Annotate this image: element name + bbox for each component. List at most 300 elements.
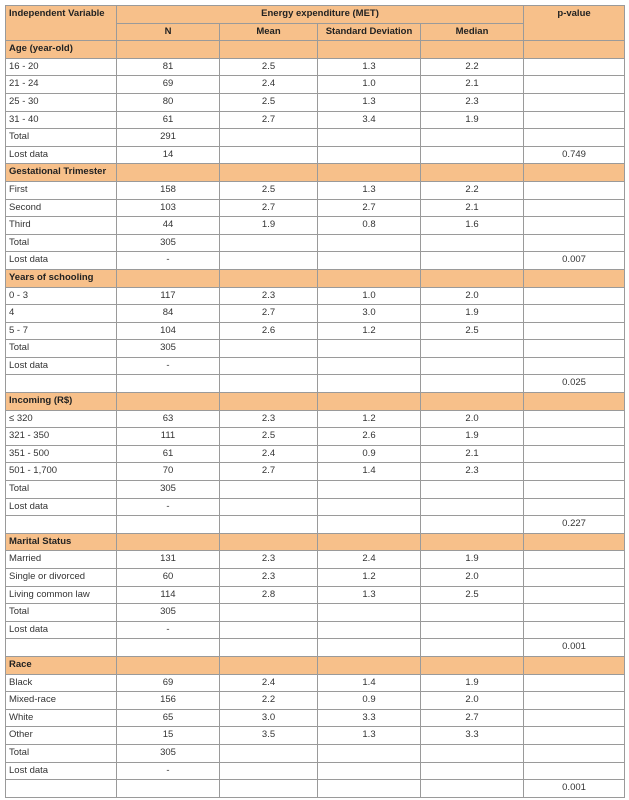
row-label: 5 - 7 (6, 322, 117, 340)
row-label: 501 - 1,700 (6, 463, 117, 481)
cell-p-value (524, 428, 625, 446)
cell-median: 2.2 (421, 181, 524, 199)
cell-median (421, 516, 524, 534)
cell-standard-deviation (318, 129, 421, 147)
cell-median: 2.0 (421, 692, 524, 710)
cell-mean: 3.5 (220, 727, 318, 745)
row-label: Total (6, 234, 117, 252)
cell-standard-deviation: 1.0 (318, 76, 421, 94)
cell-median (421, 234, 524, 252)
cell-median (421, 252, 524, 270)
cell-p-value (524, 744, 625, 762)
cell-standard-deviation (318, 516, 421, 534)
cell-p-value: 0.007 (524, 252, 625, 270)
row-label: Total (6, 744, 117, 762)
cell-mean (220, 744, 318, 762)
table-row (6, 639, 625, 657)
table-row (6, 93, 625, 111)
table-row (6, 780, 625, 798)
section-header-cell (318, 656, 421, 674)
header-standard-deviation: Standard Deviation (318, 23, 421, 41)
cell-p-value (524, 481, 625, 499)
cell-p-value (524, 357, 625, 375)
cell-standard-deviation: 1.2 (318, 322, 421, 340)
header-mean: Mean (220, 23, 318, 41)
table-row (6, 322, 625, 340)
cell-n: - (117, 357, 220, 375)
row-label (6, 780, 117, 798)
cell-mean: 2.3 (220, 551, 318, 569)
table-row (6, 621, 625, 639)
cell-median (421, 639, 524, 657)
cell-mean: 2.7 (220, 199, 318, 217)
cell-median: 1.9 (421, 428, 524, 446)
cell-mean: 2.4 (220, 445, 318, 463)
section-header-cell (117, 269, 220, 287)
cell-mean: 2.7 (220, 111, 318, 129)
cell-n: 70 (117, 463, 220, 481)
cell-median (421, 375, 524, 393)
cell-mean (220, 516, 318, 534)
cell-n (117, 639, 220, 657)
cell-mean: 2.5 (220, 93, 318, 111)
cell-n: 305 (117, 604, 220, 622)
table-row (6, 445, 625, 463)
cell-standard-deviation (318, 375, 421, 393)
cell-median: 2.2 (421, 58, 524, 76)
section-header-cell (421, 393, 524, 411)
cell-p-value (524, 586, 625, 604)
cell-median: 2.0 (421, 410, 524, 428)
cell-median (421, 762, 524, 780)
cell-n: 103 (117, 199, 220, 217)
cell-p-value (524, 93, 625, 111)
cell-mean: 2.4 (220, 674, 318, 692)
cell-median (421, 744, 524, 762)
cell-p-value (524, 322, 625, 340)
row-label: White (6, 709, 117, 727)
row-label: 321 - 350 (6, 428, 117, 446)
row-label: Living common law (6, 586, 117, 604)
cell-mean: 2.3 (220, 287, 318, 305)
cell-standard-deviation (318, 146, 421, 164)
cell-p-value (524, 199, 625, 217)
cell-median: 2.3 (421, 463, 524, 481)
table-row (6, 463, 625, 481)
cell-mean: 2.5 (220, 58, 318, 76)
table-row (6, 146, 625, 164)
cell-median: 1.6 (421, 217, 524, 235)
cell-n: 305 (117, 744, 220, 762)
row-label: Mixed-race (6, 692, 117, 710)
row-label: 0 - 3 (6, 287, 117, 305)
table-row (6, 217, 625, 235)
section-title: Years of schooling (6, 269, 117, 287)
cell-mean (220, 604, 318, 622)
cell-median: 2.0 (421, 569, 524, 587)
cell-standard-deviation: 1.2 (318, 410, 421, 428)
cell-n: 156 (117, 692, 220, 710)
table-body (6, 41, 625, 798)
cell-standard-deviation: 3.3 (318, 709, 421, 727)
table-row (6, 727, 625, 745)
cell-median: 2.7 (421, 709, 524, 727)
cell-p-value (524, 498, 625, 516)
cell-median: 1.9 (421, 111, 524, 129)
row-label: Black (6, 674, 117, 692)
section-title: Age (year-old) (6, 41, 117, 59)
section-title: Race (6, 656, 117, 674)
row-label: Lost data (6, 146, 117, 164)
cell-median (421, 357, 524, 375)
cell-p-value (524, 305, 625, 323)
cell-p-value (524, 569, 625, 587)
cell-median (421, 129, 524, 147)
cell-median (421, 340, 524, 358)
cell-mean: 2.5 (220, 181, 318, 199)
table-row (6, 129, 625, 147)
section-title: Incoming (R$) (6, 393, 117, 411)
cell-mean (220, 375, 318, 393)
section-header-cell (117, 393, 220, 411)
cell-median: 1.9 (421, 551, 524, 569)
cell-standard-deviation (318, 498, 421, 516)
table-row (6, 375, 625, 393)
table-row (6, 428, 625, 446)
row-label: Total (6, 604, 117, 622)
cell-median (421, 621, 524, 639)
cell-p-value: 0.001 (524, 780, 625, 798)
section-header-cell (421, 269, 524, 287)
cell-median (421, 481, 524, 499)
header-energy-expenditure: Energy expenditure (MET) (117, 6, 524, 24)
table-row (6, 516, 625, 534)
cell-p-value (524, 410, 625, 428)
cell-standard-deviation (318, 621, 421, 639)
cell-median: 2.5 (421, 322, 524, 340)
section-header-cell (318, 393, 421, 411)
cell-p-value (524, 181, 625, 199)
row-label: Total (6, 481, 117, 499)
section-header-cell (421, 656, 524, 674)
cell-mean (220, 357, 318, 375)
section-header-row (6, 533, 625, 551)
row-label: Lost data (6, 357, 117, 375)
cell-mean (220, 481, 318, 499)
table-row (6, 586, 625, 604)
row-label: Third (6, 217, 117, 235)
section-header-cell (220, 41, 318, 59)
cell-n: - (117, 498, 220, 516)
cell-standard-deviation (318, 234, 421, 252)
cell-standard-deviation: 1.3 (318, 58, 421, 76)
cell-n: 158 (117, 181, 220, 199)
table-row (6, 410, 625, 428)
row-label: Lost data (6, 621, 117, 639)
cell-p-value: 0.227 (524, 516, 625, 534)
table-row (6, 498, 625, 516)
cell-mean (220, 252, 318, 270)
section-header-cell (220, 164, 318, 182)
cell-median: 2.1 (421, 76, 524, 94)
row-label: 4 (6, 305, 117, 323)
section-header-row (6, 393, 625, 411)
section-header-cell (220, 533, 318, 551)
cell-standard-deviation (318, 780, 421, 798)
cell-p-value (524, 551, 625, 569)
table-container (5, 5, 624, 798)
section-header-cell (117, 41, 220, 59)
cell-standard-deviation: 3.4 (318, 111, 421, 129)
row-label: 31 - 40 (6, 111, 117, 129)
cell-median (421, 498, 524, 516)
cell-standard-deviation: 1.4 (318, 463, 421, 481)
section-header-row (6, 41, 625, 59)
cell-standard-deviation (318, 639, 421, 657)
row-label (6, 516, 117, 534)
cell-n: 114 (117, 586, 220, 604)
cell-standard-deviation: 3.0 (318, 305, 421, 323)
cell-standard-deviation (318, 762, 421, 780)
section-header-cell (524, 41, 625, 59)
cell-p-value (524, 234, 625, 252)
table-row (6, 674, 625, 692)
cell-p-value: 0.001 (524, 639, 625, 657)
cell-standard-deviation: 1.3 (318, 727, 421, 745)
section-header-cell (318, 533, 421, 551)
section-header-cell (318, 164, 421, 182)
cell-p-value (524, 340, 625, 358)
cell-n: 60 (117, 569, 220, 587)
cell-n: 63 (117, 410, 220, 428)
energy-expenditure-table (5, 5, 625, 798)
cell-n: 84 (117, 305, 220, 323)
cell-mean (220, 340, 318, 358)
row-label: ≤ 320 (6, 410, 117, 428)
cell-standard-deviation (318, 252, 421, 270)
cell-mean: 2.5 (220, 428, 318, 446)
cell-n: 61 (117, 445, 220, 463)
cell-n: - (117, 621, 220, 639)
section-header-cell (117, 164, 220, 182)
cell-mean (220, 621, 318, 639)
cell-median (421, 780, 524, 798)
cell-median: 1.9 (421, 305, 524, 323)
table-row (6, 305, 625, 323)
cell-median: 2.1 (421, 199, 524, 217)
cell-n: 69 (117, 76, 220, 94)
cell-n: 305 (117, 481, 220, 499)
section-header-cell (524, 269, 625, 287)
section-header-cell (524, 656, 625, 674)
cell-median (421, 604, 524, 622)
row-label: 21 - 24 (6, 76, 117, 94)
cell-standard-deviation: 0.9 (318, 692, 421, 710)
cell-median: 2.0 (421, 287, 524, 305)
table-row (6, 744, 625, 762)
cell-mean (220, 146, 318, 164)
table-row (6, 76, 625, 94)
cell-n: - (117, 252, 220, 270)
cell-n: 117 (117, 287, 220, 305)
table-row (6, 234, 625, 252)
cell-n: 305 (117, 234, 220, 252)
table-row (6, 551, 625, 569)
cell-standard-deviation: 0.8 (318, 217, 421, 235)
cell-mean: 2.3 (220, 569, 318, 587)
row-label: Total (6, 340, 117, 358)
cell-n (117, 516, 220, 534)
cell-n: 305 (117, 340, 220, 358)
section-header-cell (220, 656, 318, 674)
cell-mean: 2.7 (220, 305, 318, 323)
cell-standard-deviation (318, 604, 421, 622)
row-label: 16 - 20 (6, 58, 117, 76)
cell-p-value: 0.749 (524, 146, 625, 164)
cell-standard-deviation: 1.2 (318, 569, 421, 587)
cell-p-value (524, 58, 625, 76)
section-header-cell (421, 41, 524, 59)
section-header-cell (421, 164, 524, 182)
table-row (6, 604, 625, 622)
cell-n: 131 (117, 551, 220, 569)
cell-p-value (524, 604, 625, 622)
cell-p-value (524, 217, 625, 235)
cell-standard-deviation (318, 744, 421, 762)
cell-median: 3.3 (421, 727, 524, 745)
row-label (6, 375, 117, 393)
cell-mean: 2.2 (220, 692, 318, 710)
cell-standard-deviation: 1.0 (318, 287, 421, 305)
cell-mean (220, 639, 318, 657)
table-row (6, 569, 625, 587)
cell-standard-deviation (318, 357, 421, 375)
cell-n (117, 375, 220, 393)
cell-standard-deviation: 1.3 (318, 586, 421, 604)
cell-median: 1.9 (421, 674, 524, 692)
cell-n (117, 780, 220, 798)
cell-standard-deviation: 1.3 (318, 181, 421, 199)
table-row (6, 199, 625, 217)
cell-n: 111 (117, 428, 220, 446)
row-label: Lost data (6, 498, 117, 516)
row-label (6, 639, 117, 657)
cell-mean: 3.0 (220, 709, 318, 727)
cell-p-value (524, 692, 625, 710)
cell-standard-deviation (318, 481, 421, 499)
row-label: Married (6, 551, 117, 569)
table-row (6, 762, 625, 780)
cell-standard-deviation: 1.4 (318, 674, 421, 692)
cell-n: 14 (117, 146, 220, 164)
cell-p-value (524, 762, 625, 780)
row-label: First (6, 181, 117, 199)
row-label: Second (6, 199, 117, 217)
cell-mean: 2.3 (220, 410, 318, 428)
cell-p-value: 0.025 (524, 375, 625, 393)
section-header-row (6, 164, 625, 182)
cell-p-value (524, 287, 625, 305)
table-row (6, 58, 625, 76)
table-row (6, 111, 625, 129)
section-header-cell (117, 533, 220, 551)
table-row (6, 357, 625, 375)
cell-standard-deviation: 2.7 (318, 199, 421, 217)
section-header-cell (220, 269, 318, 287)
section-header-row (6, 269, 625, 287)
cell-n: 104 (117, 322, 220, 340)
cell-mean (220, 129, 318, 147)
header-n: N (117, 23, 220, 41)
row-label: Single or divorced (6, 569, 117, 587)
cell-n: 15 (117, 727, 220, 745)
cell-mean: 1.9 (220, 217, 318, 235)
cell-n: - (117, 762, 220, 780)
cell-p-value (524, 621, 625, 639)
cell-standard-deviation: 2.6 (318, 428, 421, 446)
cell-n: 65 (117, 709, 220, 727)
table-row (6, 481, 625, 499)
cell-p-value (524, 111, 625, 129)
table-row (6, 252, 625, 270)
cell-standard-deviation: 2.4 (318, 551, 421, 569)
cell-n: 80 (117, 93, 220, 111)
cell-mean: 2.6 (220, 322, 318, 340)
cell-mean (220, 762, 318, 780)
cell-p-value (524, 463, 625, 481)
cell-n: 81 (117, 58, 220, 76)
cell-mean: 2.7 (220, 463, 318, 481)
table-row (6, 692, 625, 710)
section-header-cell (524, 533, 625, 551)
cell-median: 2.5 (421, 586, 524, 604)
section-header-cell (524, 393, 625, 411)
cell-n: 61 (117, 111, 220, 129)
row-label: Total (6, 129, 117, 147)
cell-median: 2.3 (421, 93, 524, 111)
row-label: Other (6, 727, 117, 745)
cell-p-value (524, 674, 625, 692)
table-row (6, 181, 625, 199)
cell-n: 291 (117, 129, 220, 147)
cell-p-value (524, 709, 625, 727)
cell-mean: 2.4 (220, 76, 318, 94)
row-label: Lost data (6, 762, 117, 780)
header-median: Median (421, 23, 524, 41)
cell-mean: 2.8 (220, 586, 318, 604)
cell-p-value (524, 727, 625, 745)
section-title: Gestational Trimester (6, 164, 117, 182)
table-row (6, 709, 625, 727)
cell-mean (220, 498, 318, 516)
cell-standard-deviation (318, 340, 421, 358)
table-row (6, 340, 625, 358)
section-header-cell (117, 656, 220, 674)
cell-mean (220, 780, 318, 798)
header-p-value: p-value (524, 6, 625, 41)
cell-p-value (524, 76, 625, 94)
section-header-cell (318, 269, 421, 287)
table-row (6, 287, 625, 305)
section-header-row (6, 656, 625, 674)
row-label: 351 - 500 (6, 445, 117, 463)
section-header-cell (318, 41, 421, 59)
header-independent-variable: Independent Variable (6, 6, 117, 41)
cell-median (421, 146, 524, 164)
row-label: Lost data (6, 252, 117, 270)
section-header-cell (421, 533, 524, 551)
section-title: Marital Status (6, 533, 117, 551)
